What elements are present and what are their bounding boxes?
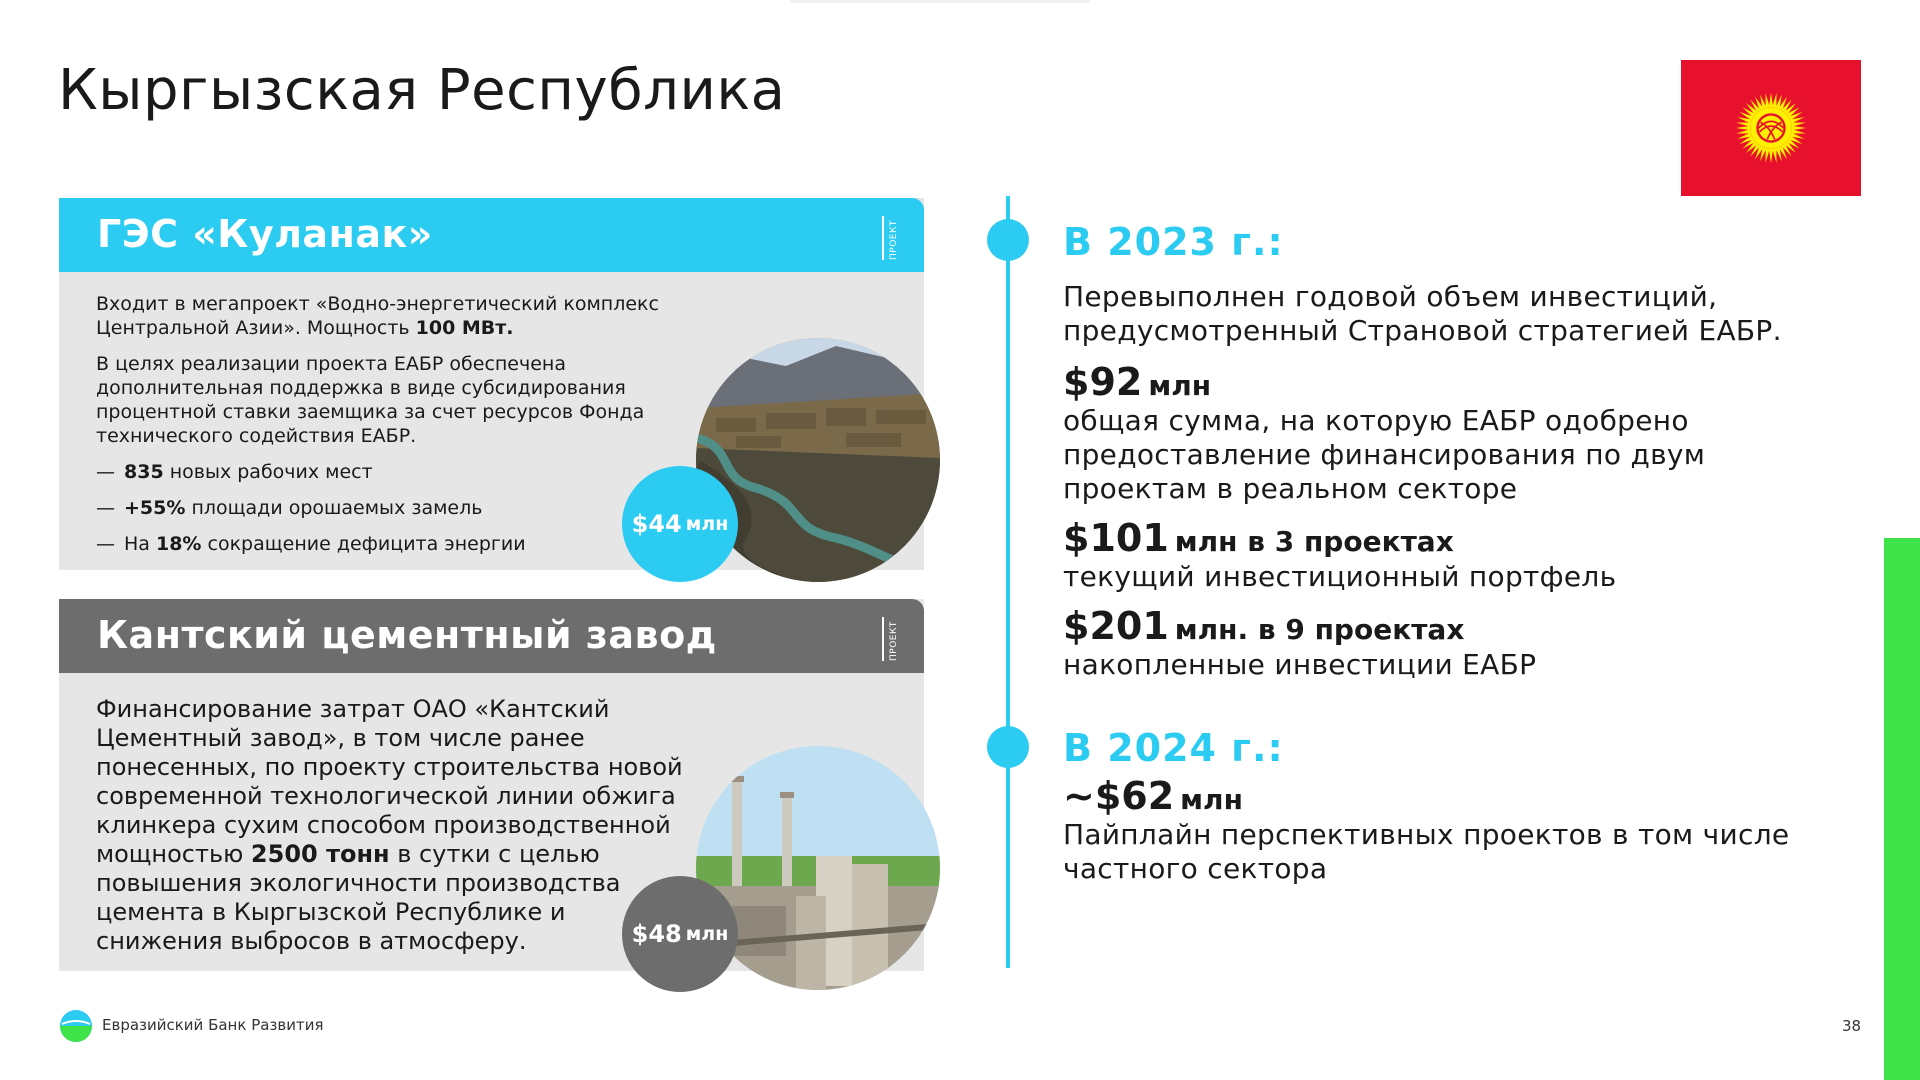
project-title: Кантский цементный завод [97,613,717,657]
investment-badge: $48 млн [622,876,738,992]
project-tag: ПРОЕКТ [882,617,906,661]
timeline-dot [987,219,1029,261]
stat-amount: $201 млн. в 9 проектах [1063,604,1465,648]
accent-side-bar [1884,538,1920,1080]
bank-logo-icon [58,1008,94,1044]
list-item: — На 18% сокращение дефицита энергии [96,532,736,556]
list-item: — +55% площади орошаемых замель [96,496,736,520]
top-divider [790,0,1090,3]
timeline-dot [987,726,1029,768]
list-item: — 835 новых рабочих мест [96,460,736,484]
stat-description: Пайплайн перспективных проектов в том числе частного сектора [1063,818,1790,885]
stat-amount: $92 млн [1063,360,1212,404]
project-title: ГЭС «Куланак» [97,212,433,256]
strategy-note: Перевыполнен годовой объем инвестиций, предусмотренный Страновой стратегией ЕАБР. [1063,280,1782,347]
flag-sun-icon [1733,90,1809,166]
investment-badge: $44 млн [622,466,738,582]
project-tag: ПРОЕКТ [882,216,906,260]
stat-description: общая сумма, на которую ЕАБР одобрено предоставление финансирования по двум проектам в реальном секторе [1063,404,1706,505]
year-heading-2024: В 2024 г.: [1063,726,1284,770]
timeline-line [1006,196,1010,968]
stat-description: накопленные инвестиции ЕАБР [1063,648,1537,681]
stat-amount: $101 млн в 3 проектах [1063,516,1454,560]
kyrgyzstan-flag [1681,60,1861,196]
page-number: 38 [1842,1017,1862,1035]
year-heading-2023: В 2023 г.: [1063,220,1284,264]
project-intro: Входит в мегапроект «Водно-энергетический комплекс Центральной Азии». Мощность 100 МВт. [96,293,659,339]
project-description: Финансирование затрат ОАО «Кантский Цементный завод», в том числе ранее понесенных, по проекту строительства новой современной технологической линии обжига клинкера сухим способом производственной мощностью 2500 тонн в сутки с целью повышения экологичности производства цемента в Кыргызской Республике и снижения выбросов в атмосферу. [96,695,683,955]
stat-description: текущий инвестиционный портфель [1063,560,1617,593]
page-title: Кыргызская Республика [58,58,786,123]
project-card-header [59,599,924,673]
project-card-header [59,198,924,272]
bank-name: Евразийский Банк Развития [102,1016,324,1034]
project-paragraph: В целях реализации проекта ЕАБР обеспечена дополнительная поддержка в виде субсидирования процентной ставки заемщика за счет ресурсов Фонда технического содействия ЕАБР. [96,353,645,447]
stat-amount: ~$62 млн [1063,774,1243,818]
